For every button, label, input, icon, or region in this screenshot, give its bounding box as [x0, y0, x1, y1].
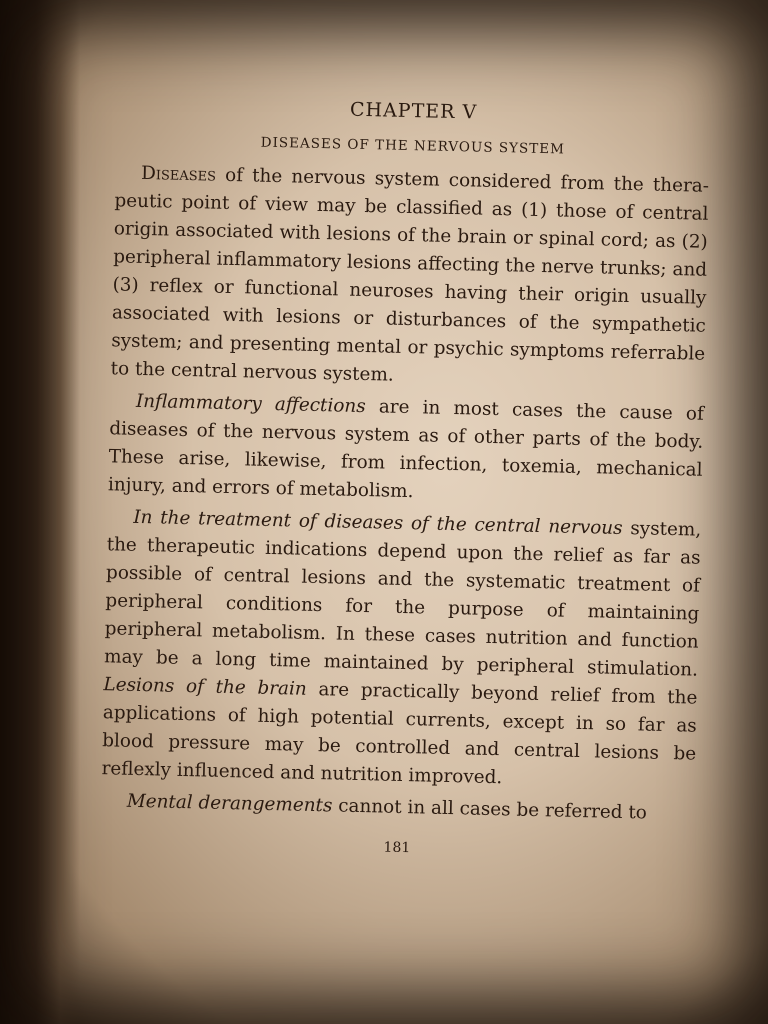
paragraph-2-emphasis: Inflammatory affections	[135, 390, 366, 418]
paragraph-4-emphasis: Mental derangements	[126, 790, 333, 817]
paragraph-2	[108, 387, 704, 512]
page-content	[100, 93, 711, 862]
paragraph-4-text: cannot in all cases be referred to	[332, 795, 648, 824]
paragraph-3-emphasis-2: Lesions of the brain	[103, 674, 307, 700]
book-gutter-shadow	[0, 0, 80, 1024]
paragraph-1-lead: Diseases	[140, 162, 217, 186]
chapter-heading: CHAPTER V	[349, 98, 478, 124]
section-heading: DISEASES OF THE NERVOUS SYSTEM	[260, 134, 566, 158]
paragraph-1-text: of the nervous system considered from the therapeutic point of view may be classified as (1) those of central origin associated with lesions of the brain or spinal cord; as (2) peripheral inflammatory lesions affecting the nerve trunks; and (3) reflex or functional neuroses having their origin usually associated with lesions or disturbances of the sympathetic system; and presenting mental or psychic symptoms referrable to the central nervous system.	[110, 164, 710, 386]
paragraph-3	[101, 503, 701, 796]
paragraph-2-text: are in most cases the cause of diseases of the nervous system as of other parts of the body. These arise, likewise, from infection, toxemia, mechanical injury, and errors of metabolism.	[107, 396, 705, 503]
paragraph-3-text-2: are practically beyond relief from the applications of high potential currents, except in so far as blood pressure may be controlled and central lesions be reflexly influenced and nutrition improved.	[101, 678, 698, 789]
paragraph-1	[110, 159, 709, 396]
page-number: 181	[383, 839, 411, 857]
paragraph-3-text-1: system, the therapeutic indications depend upon the relief as far as possible of central lesions and the systematic treatment of peripheral conditions for the purpose of maintaining peripheral metabolism. In these cases nutrition and function may be a long time maintained by peripheral stimulation.	[103, 517, 702, 681]
paragraph-3-emphasis-1: In the treatment of diseases of the central nervous	[133, 506, 623, 539]
